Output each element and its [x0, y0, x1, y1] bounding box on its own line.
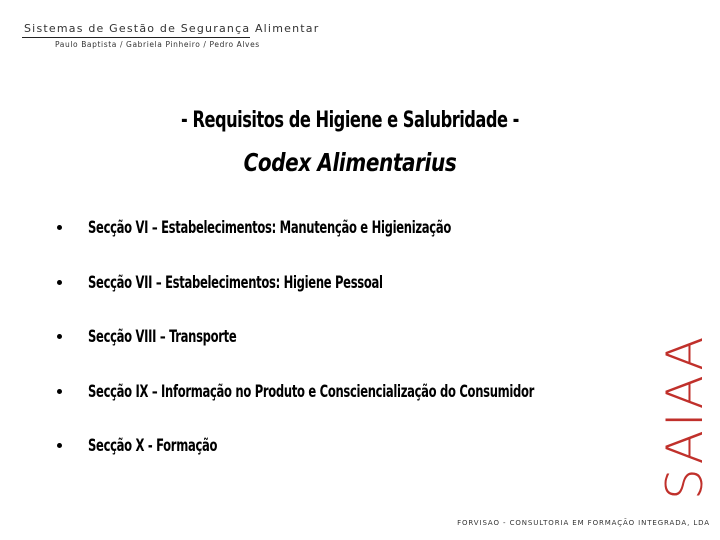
list-item-text: Secção VII – Estabelecimentos: Higiene Pessoal [88, 272, 383, 292]
footer-company: FORVISAO - CONSULTORIA EM FORMAÇÃO INTEGRADA, LDA [457, 519, 710, 527]
list-item-text: Secção VI – Estabelecimentos: Manutenção e Higienização [88, 218, 451, 237]
brand-logo: SAIAA [656, 333, 714, 500]
list-item-text: Secção IX – Informação no Produto e Consciencialização do Consumidor [88, 381, 535, 401]
slide-title: - Requisitos de Higiene e Salubridade - [181, 108, 519, 133]
list-item [57, 431, 660, 460]
bullet-icon [57, 443, 62, 448]
list-item-text: Secção VIII – Transporte [88, 327, 237, 346]
bullet-icon [57, 389, 62, 394]
bullet-icon [57, 334, 62, 339]
bullet-list [57, 213, 660, 486]
bullet-icon [57, 225, 62, 230]
list-item-text: Secção X - Formação [88, 436, 218, 455]
list-item [57, 322, 660, 351]
header-divider [22, 37, 250, 38]
header-title: Sistemas de Gestão de Segurança Alimentar [24, 22, 320, 35]
bullet-icon [57, 280, 62, 285]
header-authors: Paulo Baptista / Gabriela Pinheiro / Pedro Alves [55, 40, 260, 49]
slide-subtitle: Codex Alimentarius [243, 148, 457, 177]
list-item [57, 213, 660, 242]
list-item [57, 268, 660, 297]
list-item [57, 377, 660, 406]
